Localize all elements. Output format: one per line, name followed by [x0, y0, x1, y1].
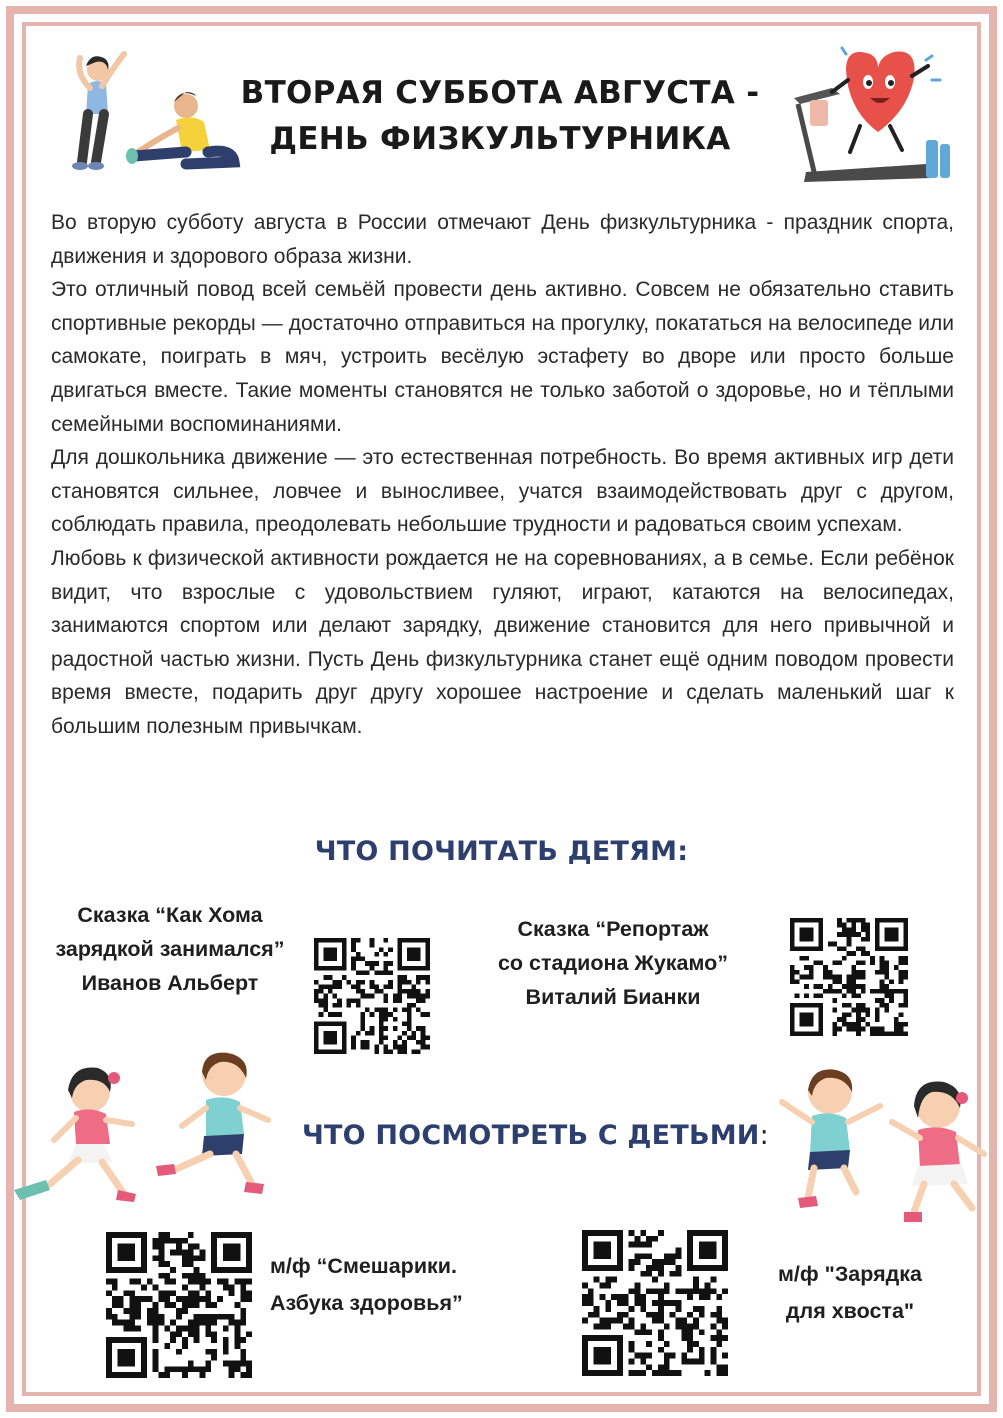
book-2-line-1: Сказка “Репортаж: [517, 917, 709, 941]
title-line-2: ДЕНЬ ФИЗКУЛЬТУРНИКА: [269, 121, 731, 157]
paragraph-3: Для дошкольника движение — это естественная потребность. Во время активных игр дети становятся сильнее, ловчее и выносливее, учатся взаимодействовать друг с другом, соблюдать правила, преодолевать небольшие трудности и радоваться своим успехам.: [51, 446, 954, 537]
book-2-qr-code[interactable]: [788, 918, 910, 1036]
film-1-line-2: Азбука здоровья”: [270, 1291, 463, 1315]
reading-heading: [0, 836, 1003, 867]
paragraph-2: Это отличный повод всей семьёй провести день активно. Совсем не обязательно ставить спортивные рекорды — достаточно отправиться на прогулку, покататься на велосипеде или самокате, поиграть в мяч, устроить весёлую эстафету во дворе или просто больше двигаться вместе. Такие моменты становятся не только заботой о здоровье, но и тёплыми семейными воспоминаниями.: [51, 278, 954, 436]
stretching-woman-icon: [36, 44, 246, 174]
paragraph-4: Любовь к физической активности рождается не на соревнованиях, а в семье. Если ребёнок видит, что взрослые с удовольствием гуляют, играют, катаются на велосипедах, занимаются спортом или делают зарядку, движение становится для него привычной и радостной частью жизни. Пусть День физкультурника станет ещё одним поводом провести время вместе, подарить друг другу хорошее настроение и сделать маленький шаг к большим полезным привычкам.: [51, 546, 954, 738]
running-girl-icon: [6, 1050, 278, 1206]
jumping-kids-illustration: [774, 1062, 988, 1232]
paragraph-1: Во вторую субботу августа в России отмечают День физкультурника - праздник спорта, движения и здорового образа жизни.: [51, 211, 954, 268]
page-title: [230, 70, 770, 162]
book-1-caption: [38, 898, 302, 1000]
heart-treadmill-illustration: [786, 40, 956, 186]
book-2-line-3: Виталий Бианки: [525, 985, 701, 1009]
running-kids-illustration: [6, 1050, 278, 1206]
qr-code-icon: [314, 938, 430, 1054]
film-2-qr-code[interactable]: [582, 1230, 728, 1376]
film-1-caption: [270, 1248, 530, 1322]
qr-code-icon: [788, 918, 910, 1036]
heart-treadmill-icon: [786, 40, 956, 186]
watching-heading-text: ЧТО ПОСМОТРЕТЬ С ДЕТЬМИ: [302, 1120, 760, 1151]
watching-heading: [302, 1120, 769, 1151]
book-1-line-3: Иванов Альберт: [81, 971, 259, 995]
book-2-caption: [468, 912, 758, 1014]
film-2-caption: [748, 1256, 952, 1330]
film-2-line-2: для хвоста": [785, 1299, 915, 1323]
film-2-line-1: м/ф "Зарядка: [777, 1262, 923, 1286]
stretching-people-illustration: [36, 44, 246, 174]
reading-heading-text: ЧТО ПОЧИТАТЬ ДЕТЯМ:: [314, 836, 689, 867]
film-1-qr-code[interactable]: [106, 1232, 252, 1378]
book-1-line-2: зарядкой занимался”: [55, 937, 285, 961]
book-2-line-2: со стадиона Жукамо”: [497, 951, 729, 975]
jumping-boy-icon: [774, 1062, 988, 1232]
title-line-1: ВТОРАЯ СУББОТА АВГУСТА -: [240, 75, 760, 111]
watching-heading-colon: :: [759, 1120, 769, 1151]
book-1-qr-code[interactable]: [314, 938, 430, 1054]
qr-code-icon: [582, 1230, 728, 1376]
article-body: [51, 206, 954, 744]
film-1-line-1: м/ф “Смешарики.: [270, 1254, 457, 1278]
qr-code-icon: [106, 1232, 252, 1378]
book-1-line-1: Сказка “Как Хома: [77, 903, 263, 927]
